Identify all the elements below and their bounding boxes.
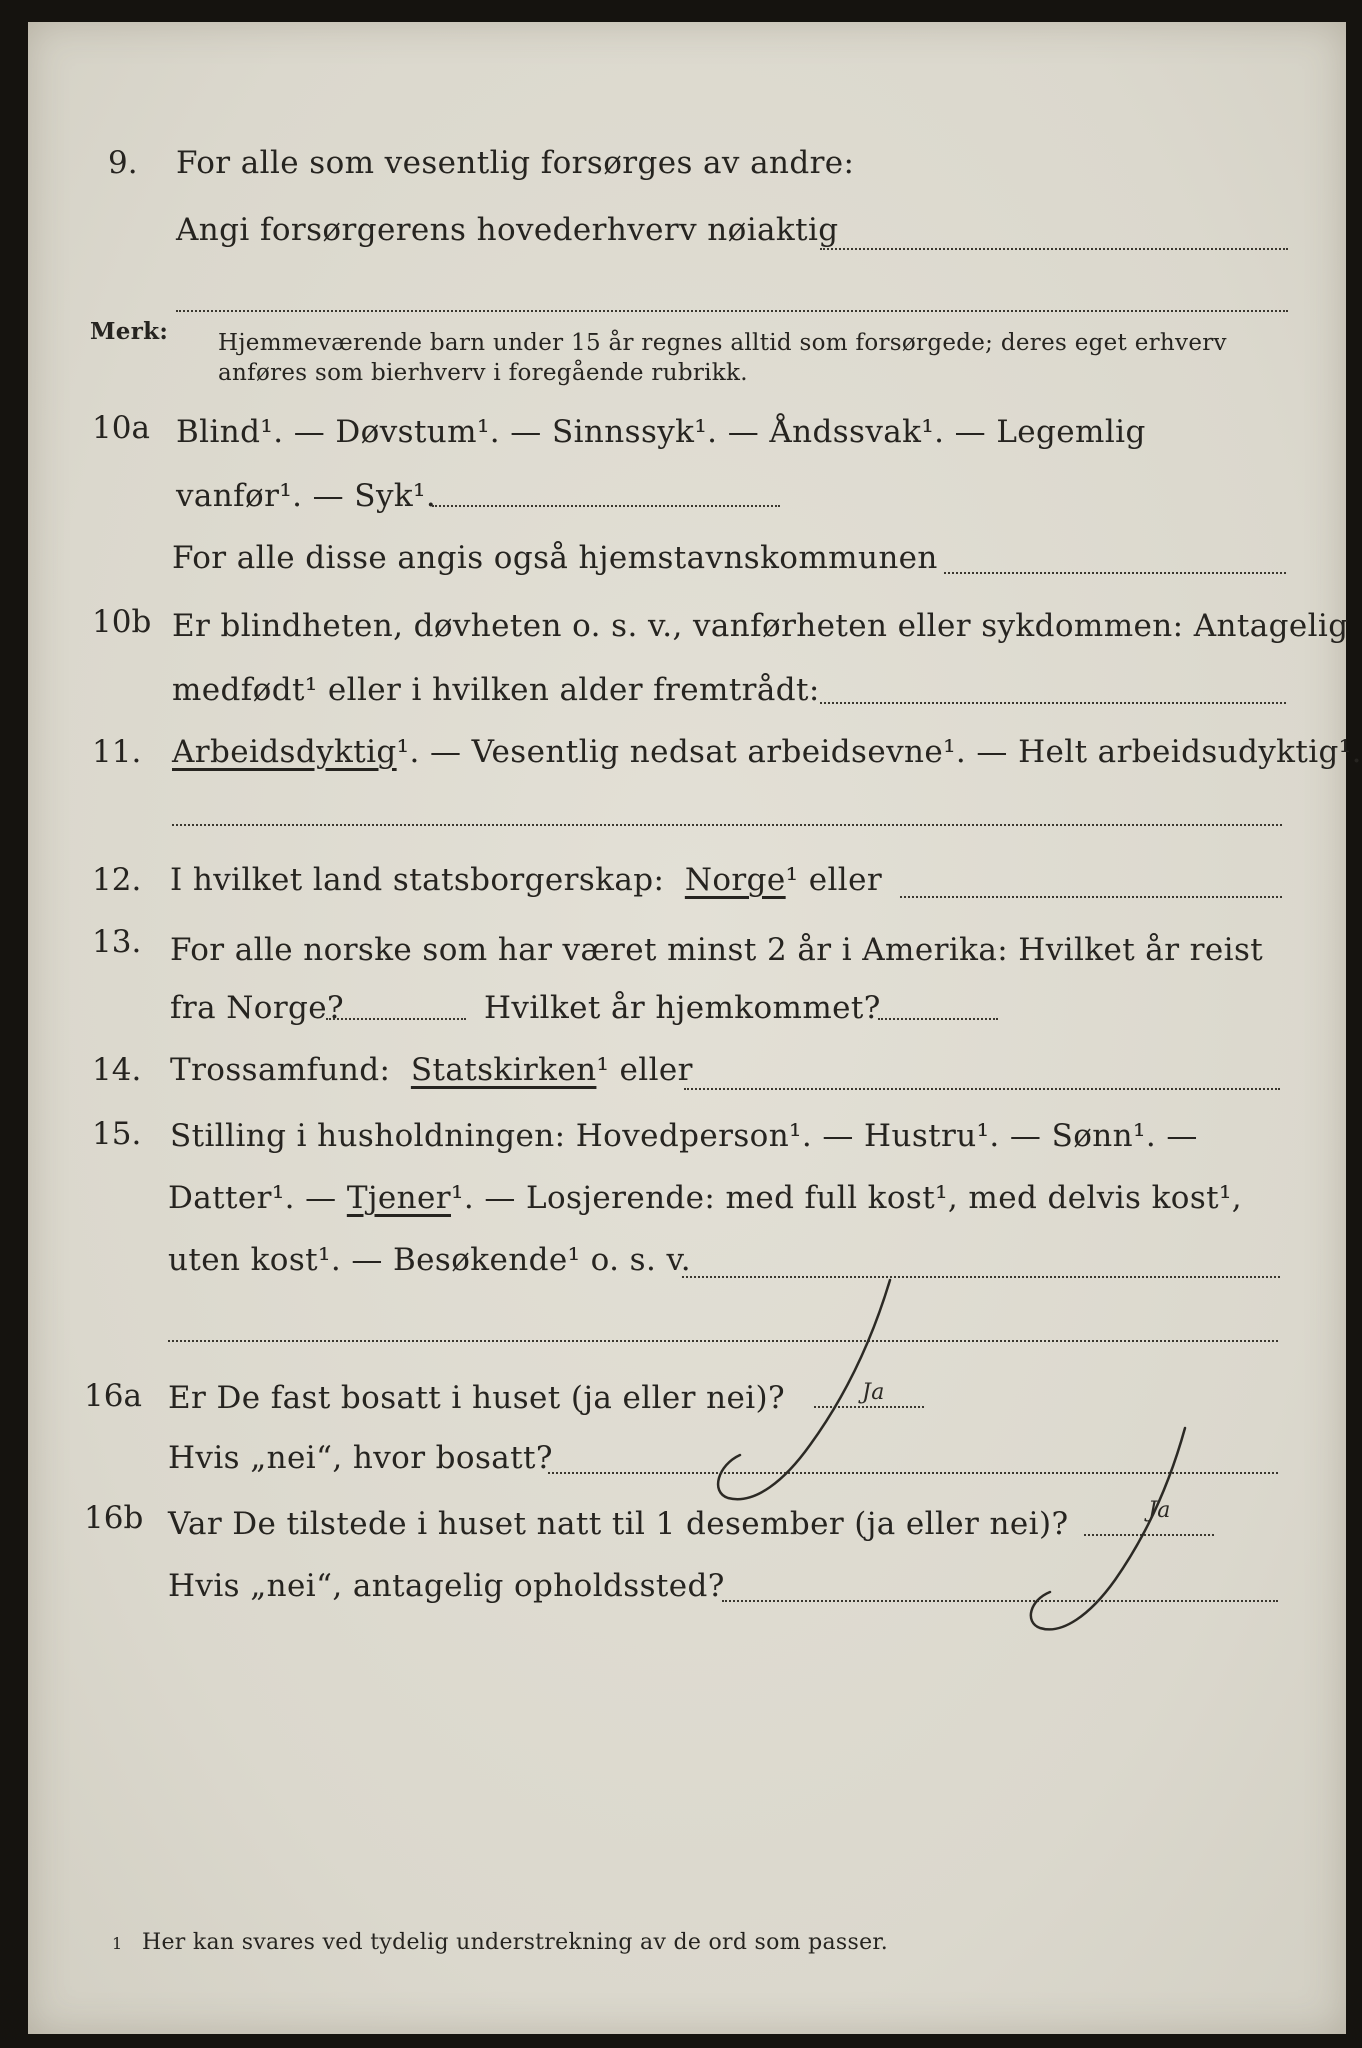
q12-prefix: I hvilket land statsborgerskap: [170, 862, 665, 898]
q15-answer-line-2[interactable] [168, 1340, 1278, 1342]
q11-number: 11. [92, 734, 142, 770]
q16b-line2: Hvis „nei“, antagelig opholdssted? [168, 1568, 725, 1604]
merk-label: Merk: [90, 318, 169, 345]
q16a-number: 16a [84, 1378, 142, 1414]
q16a-line2: Hvis „nei“, hvor bosatt? [168, 1440, 553, 1476]
q12-number: 12. [92, 862, 142, 898]
q13-line2a: fra Norge? [170, 990, 345, 1026]
q10b-line2: medfødt¹ eller i hvilken alder fremtrådt: [172, 672, 820, 708]
q10a-answer-line[interactable] [432, 505, 780, 507]
q14-number: 14. [92, 1052, 142, 1088]
merk-line2: anføres som bierhverv i foregående rubrikk. [218, 360, 748, 386]
q16b-handwritten-answer: Ja [1148, 1498, 1171, 1523]
q9-number: 9. [108, 145, 138, 181]
q16b-number: 16b [84, 1500, 144, 1536]
q12-answer-line[interactable] [900, 896, 1282, 898]
q13-year-returned-line[interactable] [878, 1018, 998, 1020]
q11-option-underlined[interactable]: Arbeidsdyktig [172, 734, 397, 770]
q14-answer-line[interactable] [684, 1088, 1280, 1090]
q16b-answer-line[interactable] [1084, 1534, 1214, 1536]
q15-line2 [168, 1180, 1242, 1216]
q14-prefix: Trossamfund: [170, 1052, 391, 1088]
q15-line1: Stilling i husholdningen: Hovedperson¹. — Hustru¹. — Sønn¹. — [170, 1118, 1198, 1154]
q13-number: 13. [92, 924, 142, 960]
q15-line2b: ¹. — Losjerende: med full kost¹, med delvis kost¹, [451, 1180, 1243, 1216]
q10a-line1: Blind¹. — Døvstum¹. — Sinnssyk¹. — Åndssvak¹. — Legemlig [176, 414, 1146, 450]
q12-suffix: ¹ eller [785, 862, 883, 898]
q9-answer-line-2[interactable] [176, 310, 1288, 312]
q14-line [170, 1052, 693, 1088]
q16a-line1: Er De fast bosatt i huset (ja eller nei)? [168, 1380, 786, 1416]
q15-option-underlined[interactable]: Tjener [346, 1180, 451, 1216]
q11-line [172, 734, 1362, 770]
footnote-text: Her kan svares ved tydelig understrekning av de ord som passer. [142, 1930, 889, 1955]
q16a-location-line[interactable] [548, 1472, 1278, 1474]
q12-option-underlined[interactable]: Norge [684, 862, 786, 898]
q16b-line1: Var De tilstede i huset natt til 1 desember (ja eller nei)? [168, 1506, 1069, 1542]
q13-line2b: Hvilket år hjemkommet? [484, 990, 881, 1026]
q10a-number: 10a [92, 410, 150, 446]
q10b-line1: Er blindheten, døvheten o. s. v., vanførheten eller sykdommen: Antagelig [172, 608, 1349, 644]
q15-number: 15. [92, 1116, 142, 1152]
q16b-location-line[interactable] [722, 1600, 1278, 1602]
q10b-answer-line[interactable] [820, 702, 1286, 704]
q13-line1: For alle norske som har været minst 2 år i Amerika: Hvilket år reist [170, 932, 1264, 968]
q14-option-underlined[interactable]: Statskirken [410, 1052, 597, 1088]
q10b-number: 10b [92, 604, 152, 640]
q9-line1: For alle som vesentlig forsørges av andre: [176, 145, 855, 181]
q12-line [170, 862, 882, 898]
q10a-line2: vanfør¹. — Syk¹. [176, 478, 437, 514]
q11-answer-line[interactable] [172, 824, 1282, 826]
q15-answer-line[interactable] [682, 1276, 1280, 1278]
q9-answer-line[interactable] [820, 248, 1288, 250]
q13-year-left-line[interactable] [326, 1018, 466, 1020]
q9-line2: Angi forsørgerens hovederhverv nøiaktig [176, 212, 839, 248]
q10a-hometown-line[interactable] [944, 572, 1286, 574]
q11-rest: ¹. — Vesentlig nedsat arbeidsevne¹. — Helt arbeidsudyktig¹. [396, 734, 1362, 770]
q14-suffix: ¹ eller [596, 1052, 693, 1088]
q15-line3: uten kost¹. — Besøkende¹ o. s. v. [168, 1242, 691, 1278]
form-page [28, 22, 1349, 2034]
merk-line1: Hjemmeværende barn under 15 år regnes alltid som forsørgede; deres eget erhverv [218, 330, 1227, 356]
q10a-line3: For alle disse angis også hjemstavnskommunen [172, 540, 938, 576]
q15-line2a: Datter¹. — [168, 1180, 337, 1216]
footnote-mark: 1 [112, 1934, 123, 1953]
q16a-answer-line[interactable] [814, 1406, 924, 1408]
q16a-handwritten-answer: Ja [862, 1380, 885, 1405]
